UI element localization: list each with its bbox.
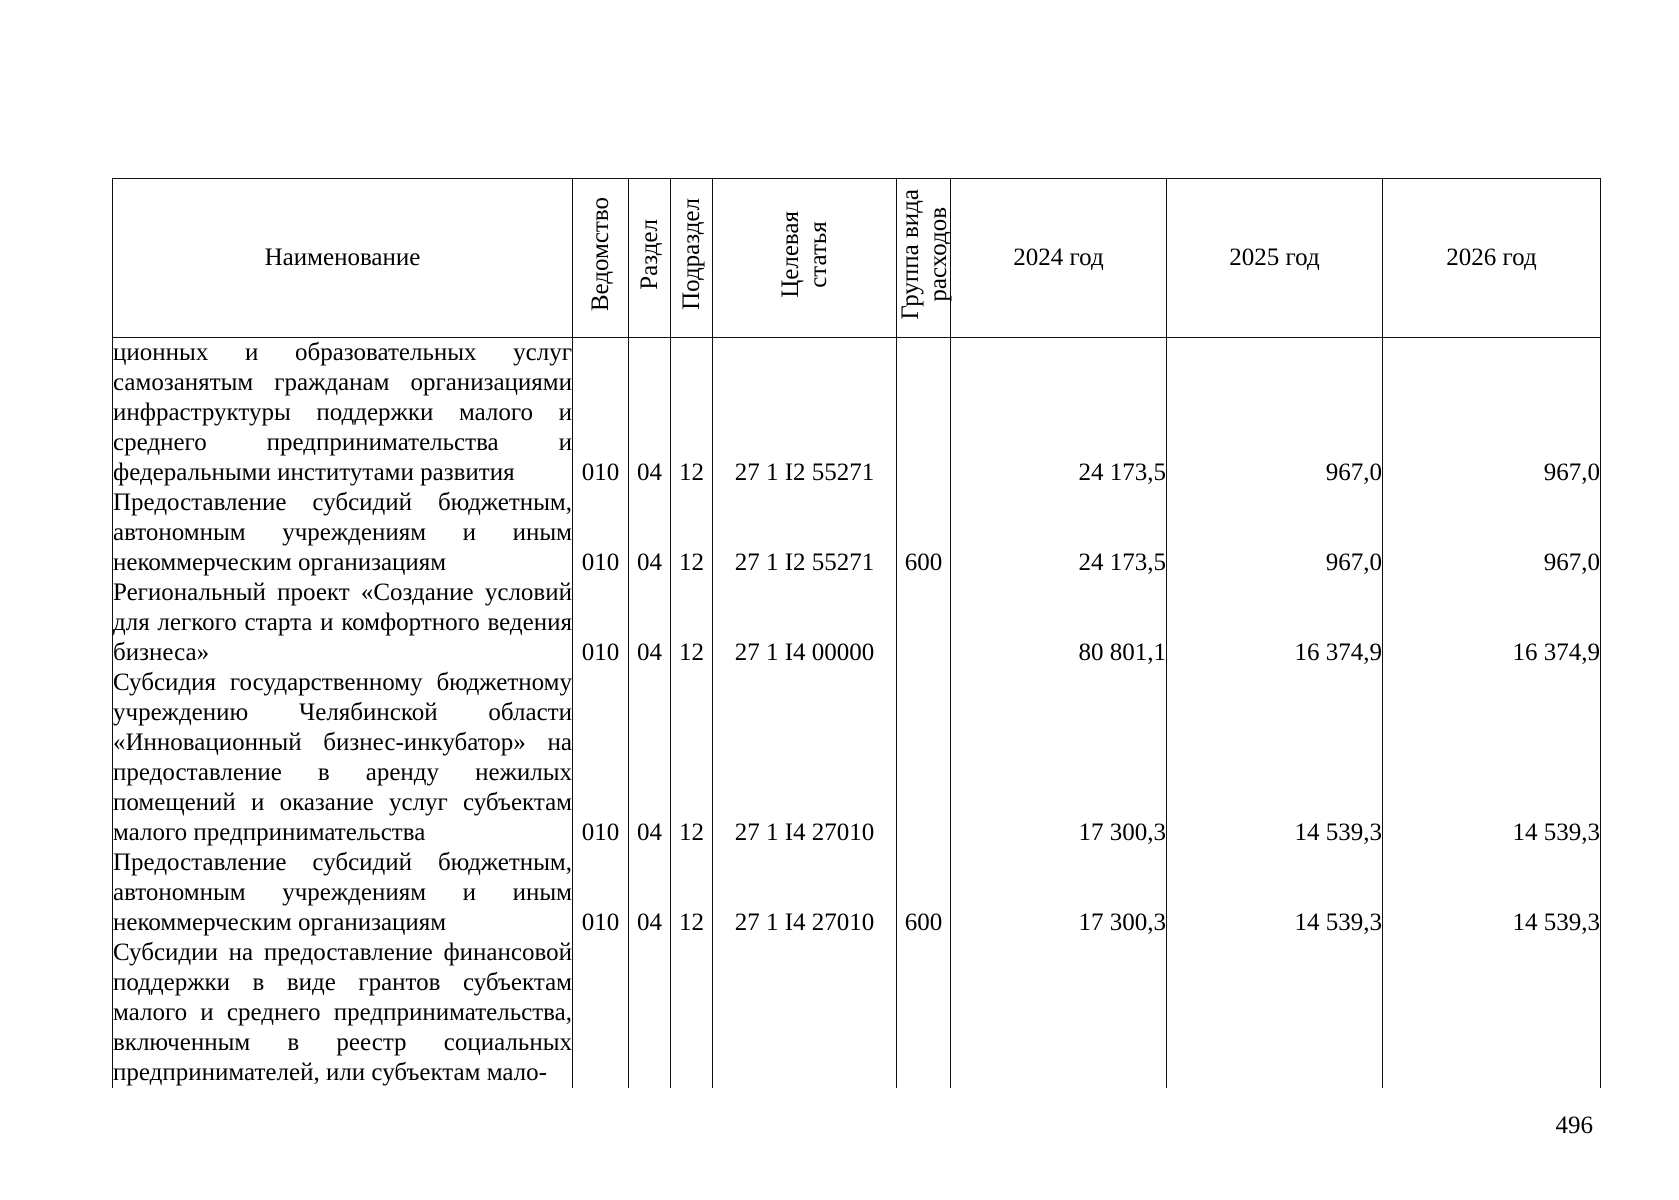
row-2025: 14 539,3 bbox=[1167, 848, 1383, 938]
row-2024: 24 173,5 bbox=[951, 338, 1167, 489]
row-section: 04 bbox=[629, 668, 671, 848]
table-row bbox=[113, 488, 1601, 578]
header-subsection-label: Подраздел bbox=[677, 198, 705, 310]
row-target: 27 1 I4 27010 bbox=[713, 848, 897, 938]
row-2024: 17 300,3 bbox=[951, 848, 1167, 938]
header-expense-group-label bbox=[897, 189, 953, 320]
row-name: Региональный проект «Создание условий для легкого старта и комфортного ведения бизнеса» bbox=[113, 579, 572, 666]
row-2026: 967,0 bbox=[1383, 488, 1601, 578]
row-2025: 967,0 bbox=[1167, 488, 1383, 578]
table-row bbox=[113, 938, 1601, 1088]
table-header-row bbox=[113, 179, 1601, 338]
row-subsection: 12 bbox=[671, 848, 713, 938]
row-name: Предоставление субсидий бюджетным, автономным учреждениям и иным некоммерческим организациям bbox=[113, 849, 572, 936]
row-2026: 14 539,3 bbox=[1383, 848, 1601, 938]
row-expense-group: 600 bbox=[897, 488, 951, 578]
header-2026 bbox=[1383, 179, 1601, 338]
row-expense-group: 600 bbox=[897, 848, 951, 938]
header-expense-line2: расходов bbox=[925, 206, 952, 302]
row-name: Предоставление субсидий бюджетным, автономным учреждениям и иным некоммерческим организациям bbox=[113, 489, 572, 576]
row-2026: 967,0 bbox=[1383, 338, 1601, 489]
header-section bbox=[629, 179, 671, 338]
header-name-label: Наименование bbox=[264, 244, 421, 271]
row-section: 04 bbox=[629, 338, 671, 489]
row-department: 010 bbox=[573, 578, 629, 668]
header-subsection bbox=[671, 179, 713, 338]
row-department: 010 bbox=[573, 848, 629, 938]
row-target bbox=[713, 938, 897, 1088]
row-expense-group bbox=[897, 338, 951, 489]
row-2026: 16 374,9 bbox=[1383, 578, 1601, 668]
row-2025: 967,0 bbox=[1167, 338, 1383, 489]
row-department: 010 bbox=[573, 488, 629, 578]
row-department: 010 bbox=[573, 668, 629, 848]
row-section: 04 bbox=[629, 848, 671, 938]
page-number: 496 bbox=[1555, 1112, 1593, 1139]
header-2026-label: 2026 год bbox=[1446, 244, 1537, 271]
table-row bbox=[113, 668, 1601, 848]
row-expense-group bbox=[897, 938, 951, 1088]
row-target: 27 1 I4 27010 bbox=[713, 668, 897, 848]
row-2026: 14 539,3 bbox=[1383, 668, 1601, 848]
row-subsection: 12 bbox=[671, 488, 713, 578]
row-2024: 17 300,3 bbox=[951, 668, 1167, 848]
header-expense-line1: Группа вида bbox=[897, 188, 924, 320]
row-expense-group bbox=[897, 668, 951, 848]
header-2025-label: 2025 год bbox=[1229, 244, 1320, 271]
row-2025: 14 539,3 bbox=[1167, 668, 1383, 848]
row-2025: 16 374,9 bbox=[1167, 578, 1383, 668]
table-row bbox=[113, 338, 1601, 489]
row-target: 27 1 I2 55271 bbox=[713, 338, 897, 489]
header-section-label: Раздел bbox=[635, 218, 663, 290]
header-department bbox=[573, 179, 629, 338]
row-section: 04 bbox=[629, 578, 671, 668]
budget-table-container bbox=[112, 178, 1600, 1088]
row-expense-group bbox=[897, 578, 951, 668]
row-target: 27 1 I4 00000 bbox=[713, 578, 897, 668]
header-department-label: Ведомство bbox=[586, 196, 614, 312]
row-2026 bbox=[1383, 938, 1601, 1088]
header-target-line1: Целевая bbox=[776, 210, 804, 298]
row-department: 010 bbox=[573, 338, 629, 489]
row-target: 27 1 I2 55271 bbox=[713, 488, 897, 578]
row-subsection: 12 bbox=[671, 338, 713, 489]
row-2024: 80 801,1 bbox=[951, 578, 1167, 668]
header-target-label bbox=[777, 211, 833, 298]
budget-table bbox=[112, 178, 1601, 1088]
row-2025 bbox=[1167, 938, 1383, 1088]
header-expense-group bbox=[897, 179, 951, 338]
row-department bbox=[573, 938, 629, 1088]
header-target-line2: статья bbox=[804, 220, 832, 288]
header-name bbox=[113, 179, 573, 338]
header-2024 bbox=[951, 179, 1167, 338]
row-section: 04 bbox=[629, 488, 671, 578]
header-2024-label: 2024 год bbox=[1013, 244, 1104, 271]
row-name: Субсидия государственному бюджетному учреждению Челябинской области «Инновационный бизнес-инкубатор» на предоставление в аренду нежилых помещений и оказание услуг субъектам малого предпринимательства bbox=[113, 669, 572, 846]
row-name: ционных и образовательных услуг самозанятым гражданам организациями инфраструктуры поддержки малого и среднего предпринимательства и федеральными институтами развития bbox=[113, 339, 572, 486]
table-row bbox=[113, 578, 1601, 668]
header-2025 bbox=[1167, 179, 1383, 338]
row-subsection: 12 bbox=[671, 668, 713, 848]
row-section bbox=[629, 938, 671, 1088]
header-target bbox=[713, 179, 897, 338]
row-name: Субсидии на предоставление финансовой поддержки в виде грантов субъектам малого и среднего предпринимательства, включенным в реестр социальных предпринимателей, или субъектам мало- bbox=[113, 939, 572, 1086]
row-2024: 24 173,5 bbox=[951, 488, 1167, 578]
row-2024 bbox=[951, 938, 1167, 1088]
row-subsection bbox=[671, 938, 713, 1088]
row-subsection: 12 bbox=[671, 578, 713, 668]
table-row bbox=[113, 848, 1601, 938]
